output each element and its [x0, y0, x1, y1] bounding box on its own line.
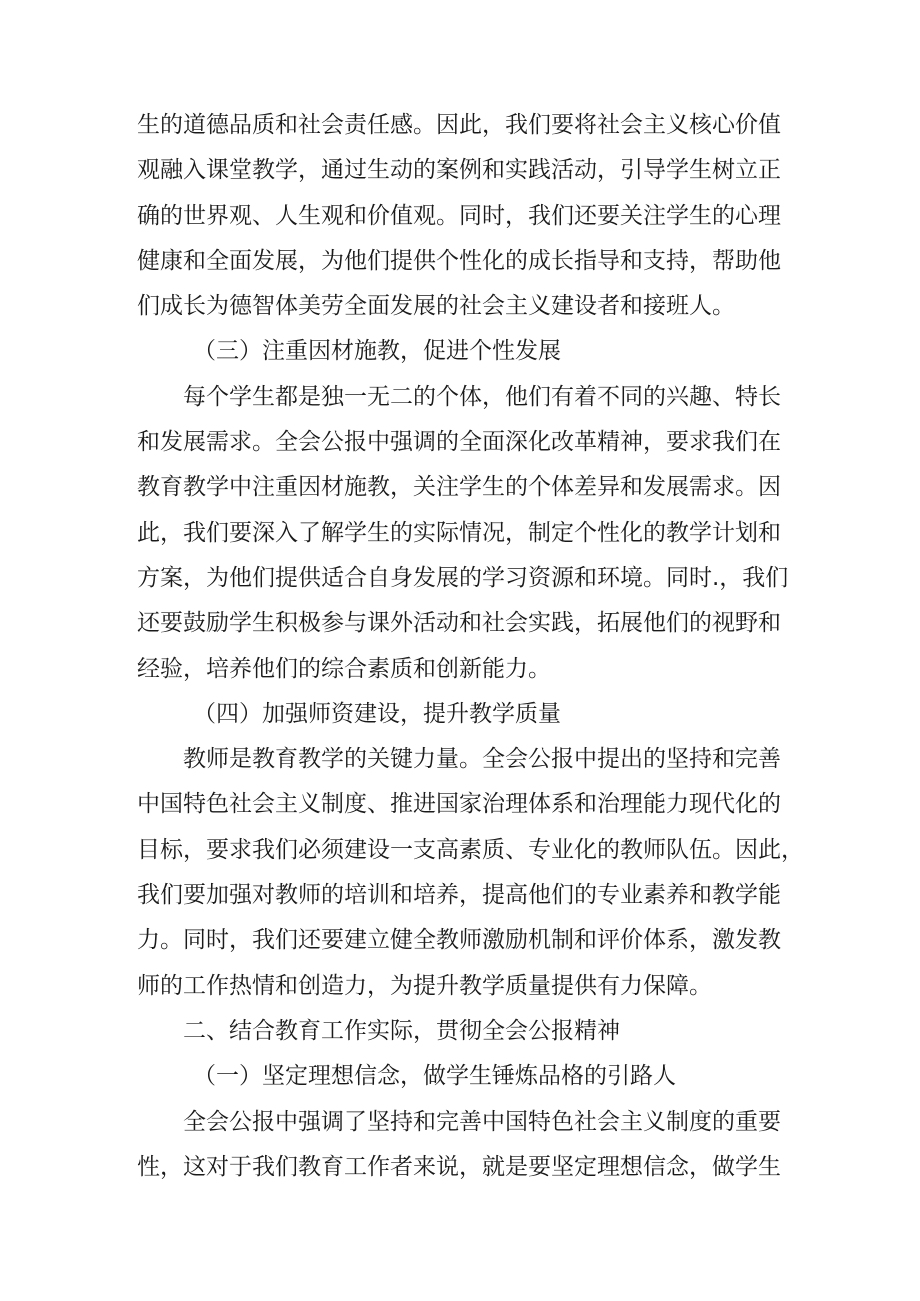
paragraph-line: 中国特色社会主义制度、推进国家治理体系和治理能力现代化的 — [137, 791, 781, 818]
section-heading: （四）加强师资建设，提升教学质量 — [193, 700, 561, 727]
paragraph-line: 全会公报中强调了坚持和完善中国特色社会主义制度的重要 — [183, 1108, 781, 1135]
paragraph-line: 教师是教育教学的关键力量。全会公报中提出的坚持和完善 — [183, 746, 781, 773]
paragraph-line: 确的世界观、人生观和价值观。同时，我们还要关注学生的心理 — [137, 202, 781, 229]
paragraph-line: 们成长为德智体美劳全面发展的社会主义建设者和接班人。 — [137, 293, 735, 320]
document-body — [137, 103, 804, 1190]
paragraph-line: 还要鼓励学生积极参与课外活动和社会实践，拓展他们的视野和 — [137, 610, 781, 637]
paragraph-line: 每个学生都是独一无二的个体，他们有着不同的兴趣、特长 — [183, 383, 781, 410]
paragraph-line: 目标，要求我们必须建设一支高素质、专业化的教师队伍。因此， — [137, 836, 804, 863]
paragraph-line: 和发展需求。全会公报中强调的全面深化改革精神，要求我们在 — [137, 429, 781, 456]
paragraph-line: 方案，为他们提供适合自身发展的学习资源和环境。同时.，我们 — [137, 564, 789, 591]
paragraph-line: 此，我们要深入了解学生的实际情况，制定个性化的教学计划和 — [137, 519, 781, 546]
chapter-heading: 二、结合教育工作实际，贯彻全会公报精神 — [183, 1017, 620, 1044]
paragraph-line: 教育教学中注重因材施教，关注学生的个体差异和发展需求。因 — [137, 474, 781, 501]
paragraph-line: 力。同时，我们还要建立健全教师激励机制和评价体系，激发教 — [137, 927, 781, 954]
paragraph-line: 健康和全面发展，为他们提供个性化的成长指导和支持，帮助他 — [137, 247, 781, 274]
paragraph-line: 经验，培养他们的综合素质和创新能力。 — [137, 655, 551, 682]
paragraph-line: 观融入课堂教学，通过生动的案例和实践活动，引导学生树立正 — [137, 157, 781, 184]
paragraph-line: 师的工作热情和创造力，为提升教学质量提供有力保障。 — [137, 972, 712, 999]
paragraph-line: 我们要加强对教师的培训和培养，提高他们的专业素养和教学能 — [137, 882, 781, 909]
paragraph-line: 性，这对于我们教育工作者来说，就是要坚定理想信念，做学生 — [137, 1153, 781, 1180]
paragraph-line: 生的道德品质和社会责任感。因此，我们要将社会主义核心价值 — [137, 112, 781, 138]
section-heading: （一）坚定理想信念，做学生锤炼品格的引路人 — [193, 1063, 676, 1090]
section-heading: （三）注重因材施教，促进个性发展 — [193, 338, 561, 365]
